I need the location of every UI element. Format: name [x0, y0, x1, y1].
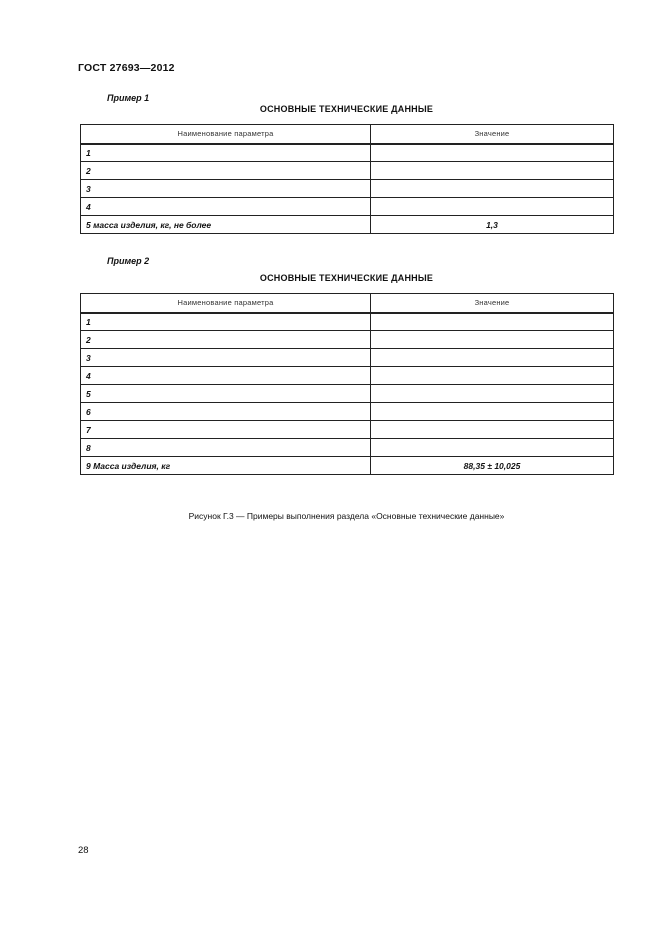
value-cell	[371, 162, 614, 180]
table-row	[81, 144, 614, 162]
parameter-cell: 4	[81, 367, 371, 385]
value-cell	[371, 144, 614, 162]
parameter-cell: 1	[81, 313, 371, 331]
table-row	[81, 349, 614, 367]
value-cell	[371, 403, 614, 421]
value-cell	[371, 385, 614, 403]
parameter-cell: 3	[81, 349, 371, 367]
column-header-value: Значение	[371, 294, 614, 313]
parameter-cell: 9 Масса изделия, кг	[81, 457, 371, 475]
value-cell	[371, 349, 614, 367]
parameter-cell: 5	[81, 385, 371, 403]
value-cell	[371, 367, 614, 385]
column-header-parameter: Наименование параметра	[81, 294, 371, 313]
parameter-cell: 8	[81, 439, 371, 457]
table-header-row	[81, 294, 614, 313]
table-row	[81, 180, 614, 198]
parameter-cell: 2	[81, 162, 371, 180]
value-cell	[371, 439, 614, 457]
example-1-label: Пример 1	[107, 93, 150, 103]
document-code: ГОСТ 27693—2012	[78, 62, 175, 74]
table-row	[81, 313, 614, 331]
parameter-cell: 7	[81, 421, 371, 439]
table-row	[81, 403, 614, 421]
value-cell: 88,35 ± 10,025	[371, 457, 614, 475]
parameter-cell: 6	[81, 403, 371, 421]
value-cell	[371, 198, 614, 216]
table-row	[81, 216, 614, 234]
value-cell	[371, 313, 614, 331]
example-1-table	[80, 124, 614, 234]
value-cell	[371, 180, 614, 198]
figure-caption: Рисунок Г.3 — Примеры выполнения раздела «Основные технические данные»	[188, 511, 505, 521]
column-header-parameter: Наименование параметра	[81, 125, 371, 144]
example-2-label: Пример 2	[107, 256, 150, 266]
table-row	[81, 367, 614, 385]
value-cell: 1,3	[371, 216, 614, 234]
value-cell	[371, 331, 614, 349]
example-1-title: ОСНОВНЫЕ ТЕХНИЧЕСКИЕ ДАННЫЕ	[259, 104, 434, 114]
table-row	[81, 331, 614, 349]
example-2-title: ОСНОВНЫЕ ТЕХНИЧЕСКИЕ ДАННЫЕ	[259, 273, 434, 283]
page-number: 28	[78, 845, 89, 856]
column-header-value: Значение	[371, 125, 614, 144]
parameter-cell: 3	[81, 180, 371, 198]
table-row	[81, 162, 614, 180]
table-row	[81, 198, 614, 216]
parameter-cell: 2	[81, 331, 371, 349]
table-row	[81, 385, 614, 403]
parameter-cell: 5 масса изделия, кг, не более	[81, 216, 371, 234]
parameter-cell: 1	[81, 144, 371, 162]
value-cell	[371, 421, 614, 439]
table-row	[81, 439, 614, 457]
table-header-row	[81, 125, 614, 144]
example-2-table	[80, 293, 614, 475]
parameter-cell: 4	[81, 198, 371, 216]
table-row	[81, 457, 614, 475]
table-row	[81, 421, 614, 439]
